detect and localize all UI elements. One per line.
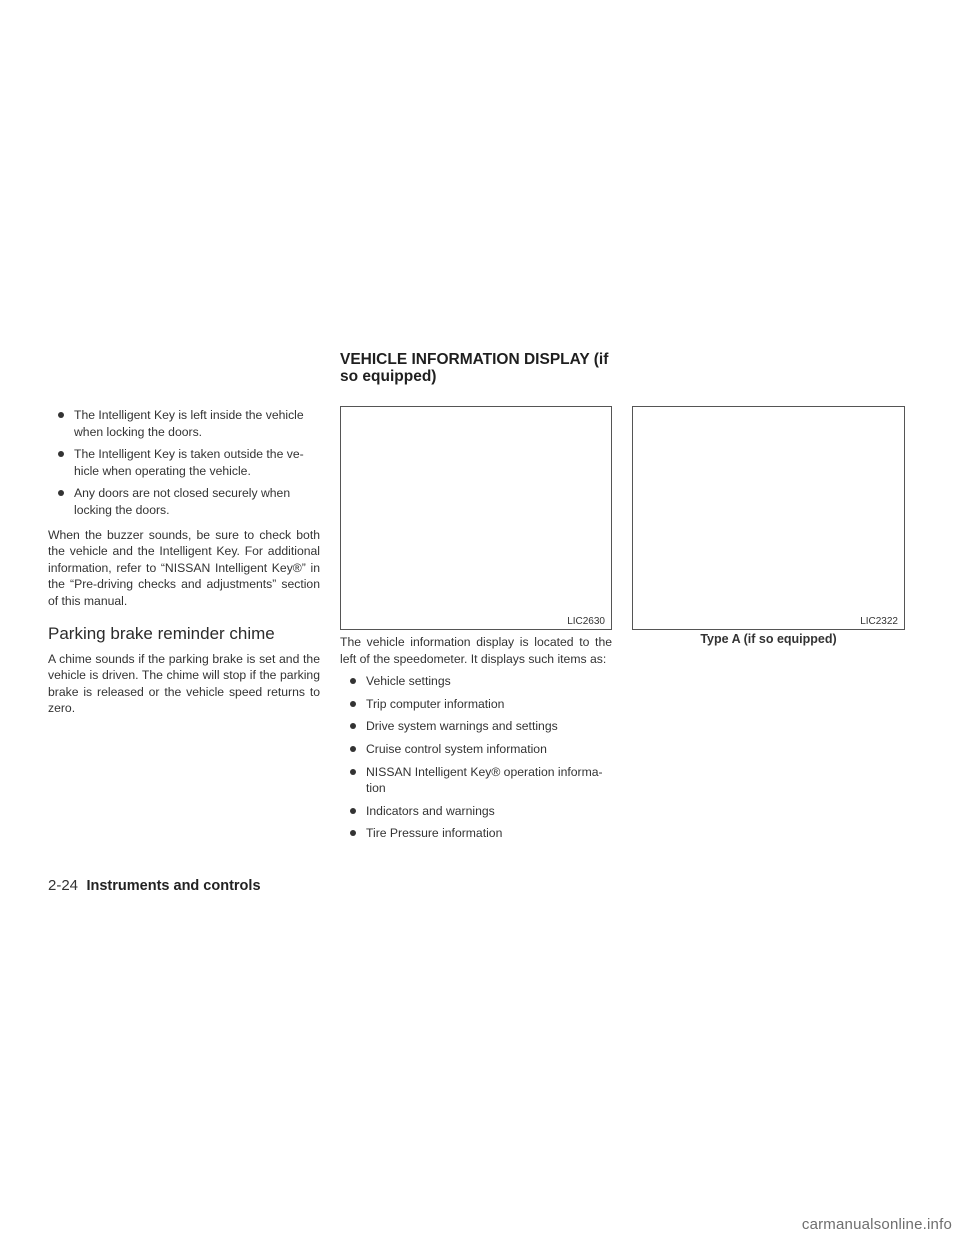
- list-item: Cruise control system information: [340, 741, 612, 758]
- list-item: Any doors are not closed securely when locking the doors.: [48, 485, 320, 518]
- figure-code: LIC2322: [860, 616, 898, 627]
- section-title-line2: so equipped): [340, 368, 437, 385]
- left-column: [48, 407, 320, 717]
- list-item: Tire Pressure information: [340, 825, 612, 842]
- figure-lic2630: [340, 406, 612, 630]
- list-item: The Intelligent Key is left inside the vehicle when locking the doors.: [48, 407, 320, 440]
- bullet-dot-icon: [350, 769, 356, 775]
- page-footer: [48, 877, 261, 895]
- list-item: The Intelligent Key is taken outside the ve-hicle when operating the vehicle.: [48, 446, 320, 479]
- middle-column: [340, 634, 612, 848]
- list-item: NISSAN Intelligent Key® operation informa-tion: [340, 764, 612, 797]
- bullet-dot-icon: [58, 451, 64, 457]
- list-item: Indicators and warnings: [340, 803, 612, 820]
- parking-brake-subheading: Parking brake reminder chime: [48, 623, 275, 643]
- list-item: Drive system warnings and settings: [340, 718, 612, 735]
- bullet-dot-icon: [350, 701, 356, 707]
- vid-intro-paragraph: The vehicle information display is located to the left of the speedometer. It displays such items as:: [340, 635, 612, 666]
- list-item: Trip computer information: [340, 696, 612, 713]
- bullet-dot-icon: [350, 723, 356, 729]
- bullet-dot-icon: [350, 830, 356, 836]
- bullet-dot-icon: [350, 746, 356, 752]
- footer-section-name: Instruments and controls: [86, 878, 261, 894]
- parking-brake-paragraph: A chime sounds if the parking brake is set and the vehicle is driven. The chime will stop if the parking brake is released or the vehicle speed returns to zero.: [48, 651, 320, 716]
- bullet-dot-icon: [58, 490, 64, 496]
- bullet-dot-icon: [350, 808, 356, 814]
- site-watermark: carmanualsonline.info: [801, 1216, 952, 1233]
- bullet-dot-icon: [350, 678, 356, 684]
- section-title-line1: VEHICLE INFORMATION DISPLAY (if: [340, 351, 609, 368]
- list-item: Vehicle settings: [340, 673, 612, 690]
- figure-code: LIC2630: [567, 616, 605, 627]
- page-number: 2-24: [48, 877, 79, 894]
- figure-caption: Type A (if so equipped): [700, 632, 837, 646]
- key-check-paragraph: When the buzzer sounds, be sure to check both the vehicle and the Intelligent Key. For additional information, refer to “NISSAN Intelligent Key®” in the “Pre-driving checks and adjustments” section of this manual.: [48, 527, 320, 608]
- left-bullet-list: [48, 407, 320, 519]
- section-heading: [340, 351, 630, 385]
- bullet-dot-icon: [58, 412, 64, 418]
- figure-lic2322: [632, 406, 905, 630]
- vid-items-list: [340, 673, 612, 842]
